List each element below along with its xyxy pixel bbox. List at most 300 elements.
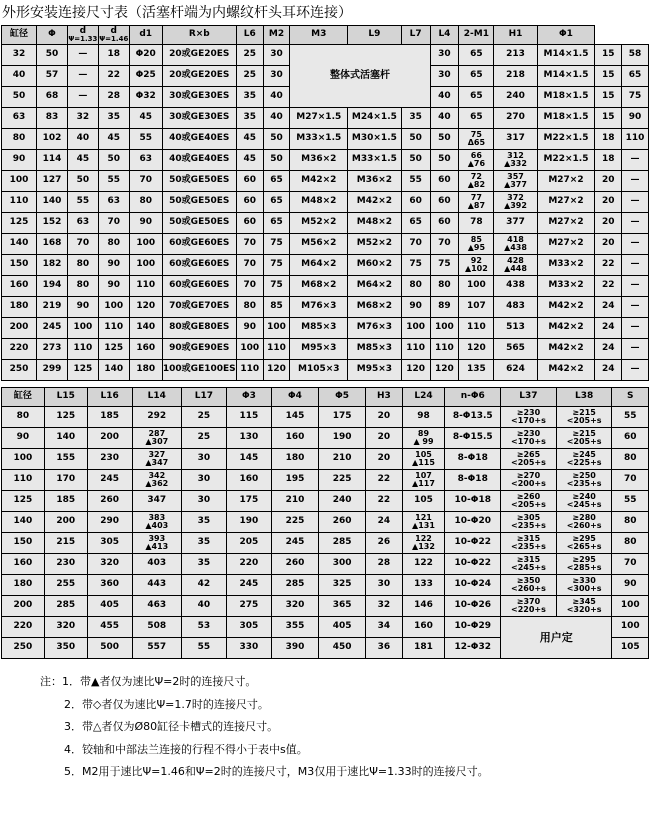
- table-cell: 20: [595, 171, 622, 192]
- table-cell: ≥370 <220+s: [501, 596, 557, 617]
- table-cell: ≥265 <205+s: [501, 449, 557, 470]
- table1-header-row: [2, 26, 649, 45]
- table-cell: M18×1.5: [537, 108, 595, 129]
- table-cell: 8-Φ18: [445, 449, 501, 470]
- table-cell: 25: [181, 428, 226, 449]
- table-cell: 70: [612, 470, 649, 491]
- table-cell: 10-Φ24: [445, 575, 501, 596]
- table-cell: 125: [2, 213, 37, 234]
- table-cell: 65: [401, 213, 430, 234]
- table-cell: 92 ▲102: [459, 255, 494, 276]
- table-cell: 55: [181, 638, 226, 659]
- table-cell: 60: [236, 192, 263, 213]
- table-cell: 225: [319, 470, 366, 491]
- table-cell: 102: [37, 129, 68, 150]
- table-cell: 200: [2, 596, 45, 617]
- table-cell: 140: [44, 428, 87, 449]
- table-cell: 225: [271, 512, 318, 533]
- table-cell: M42×2: [537, 297, 595, 318]
- table-cell: 10-Φ22: [445, 533, 501, 554]
- table-cell: M60×2: [348, 255, 402, 276]
- table-cell: 24: [595, 297, 622, 318]
- table-cell: —: [622, 339, 649, 360]
- table-cell: 90: [2, 150, 37, 171]
- table-cell: 90: [236, 318, 263, 339]
- table-cell: 372 ▲392: [494, 192, 537, 213]
- table-cell: ≥230 <170+s: [501, 428, 557, 449]
- table1-header-cell: M2: [263, 26, 290, 45]
- table-cell: 185: [87, 407, 132, 428]
- table-cell: 80: [129, 192, 162, 213]
- table-cell: 140: [129, 318, 162, 339]
- table-cell: ≥305 <235+s: [501, 512, 557, 533]
- table-cell: 55: [401, 171, 430, 192]
- table1-header-cell: d Ψ=1.33: [68, 25, 98, 44]
- table-cell: 77 ▲87: [459, 192, 494, 213]
- table-cell: 80: [98, 234, 129, 255]
- table-cell: 30: [430, 66, 459, 87]
- table-cell: 20: [595, 213, 622, 234]
- table-row: [2, 108, 649, 129]
- table-cell: 175: [319, 407, 366, 428]
- table-cell: 40: [430, 108, 459, 129]
- table-cell: 55: [612, 491, 649, 512]
- table-cell: 260: [319, 512, 366, 533]
- table-cell: 60: [430, 213, 459, 234]
- table-cell: 60: [430, 192, 459, 213]
- page-root: [0, 2, 650, 818]
- table-cell: 42: [181, 575, 226, 596]
- table-cell: 22: [366, 491, 402, 512]
- table-cell: 57: [37, 66, 68, 87]
- table-cell: 508: [132, 617, 181, 638]
- table1-header-cell: 缸径: [2, 26, 37, 45]
- table-cell: 70: [98, 213, 129, 234]
- table-cell: ≥315 <245+s: [501, 554, 557, 575]
- table-cell: 357 ▲377: [494, 171, 537, 192]
- table-cell: 305: [226, 617, 271, 638]
- table-cell: 83: [37, 108, 68, 129]
- table-cell: 260: [87, 491, 132, 512]
- table-cell: 405: [87, 596, 132, 617]
- table-row: [2, 318, 649, 339]
- table-cell: 30: [181, 449, 226, 470]
- table-cell: 45: [236, 129, 263, 150]
- table-cell: 53: [181, 617, 226, 638]
- table-cell: 105: [402, 491, 445, 512]
- table-cell: 403: [132, 554, 181, 575]
- table-cell: 35: [181, 533, 226, 554]
- table-cell: 114: [37, 150, 68, 171]
- table-row: [2, 234, 649, 255]
- dimension-table-2: [1, 387, 649, 659]
- table-cell: 72 ▲82: [459, 171, 494, 192]
- table2-header-cell: L24: [402, 388, 445, 407]
- table-cell: 32: [366, 596, 402, 617]
- table-cell: Φ32: [129, 87, 162, 108]
- table-cell: 80: [2, 407, 45, 428]
- table-cell: 12-Φ32: [445, 638, 501, 659]
- table-cell: 60或GE60ES: [162, 276, 236, 297]
- table-cell: 45: [98, 129, 129, 150]
- table-cell: 285: [44, 596, 87, 617]
- table-cell: 10-Φ22: [445, 554, 501, 575]
- table-cell: 80: [401, 276, 430, 297]
- table-cell: M56×2: [290, 234, 348, 255]
- table-cell: 63: [129, 150, 162, 171]
- table-cell: ≥345 <320+s: [556, 596, 612, 617]
- table-cell: 75: [430, 255, 459, 276]
- table-cell: 513: [494, 318, 537, 339]
- table-cell: 190: [319, 428, 366, 449]
- table-cell: 60: [236, 171, 263, 192]
- note-3: 3．带△者仅为Ø80缸径卡槽式的连接尺寸。: [64, 720, 279, 734]
- table-row: [2, 276, 649, 297]
- table-cell: 195: [271, 470, 318, 491]
- table-cell: M42×2: [537, 360, 595, 381]
- table-cell: 205: [226, 533, 271, 554]
- table-cell: 80: [612, 533, 649, 554]
- table-cell: M48×2: [290, 192, 348, 213]
- table-cell: ≥260 <205+s: [501, 491, 557, 512]
- table-cell: 90: [129, 213, 162, 234]
- table-cell: —: [622, 360, 649, 381]
- table-cell: 330: [226, 638, 271, 659]
- table-cell: 240: [494, 87, 537, 108]
- table-cell: 80: [67, 255, 98, 276]
- table-cell: 30: [430, 45, 459, 66]
- table-cell: 100: [263, 318, 290, 339]
- table2-header-cell: Φ3: [226, 388, 271, 407]
- table-cell: 220: [2, 617, 45, 638]
- table-cell: 120: [430, 360, 459, 381]
- table-cell: ≥250 <235+s: [556, 470, 612, 491]
- table-cell: 15: [595, 45, 622, 66]
- table-cell: 110: [459, 318, 494, 339]
- table-cell: 25: [236, 45, 263, 66]
- table-cell: 40或GE40ES: [162, 129, 236, 150]
- table-cell: 390: [271, 638, 318, 659]
- table-cell: 160: [226, 470, 271, 491]
- table-row: [2, 171, 649, 192]
- table-cell: 155: [44, 449, 87, 470]
- table-row: [2, 192, 649, 213]
- table2-header-cell: H3: [366, 388, 402, 407]
- table-cell: M85×3: [348, 339, 402, 360]
- table-cell: 20: [595, 234, 622, 255]
- table-cell: 25: [181, 407, 226, 428]
- table-cell: 180: [2, 297, 37, 318]
- table-cell: 120: [459, 339, 494, 360]
- table-cell: 100: [401, 318, 430, 339]
- table-cell: 624: [494, 360, 537, 381]
- table-cell: 70: [236, 234, 263, 255]
- table-cell: 50: [401, 129, 430, 150]
- table-cell: —: [622, 192, 649, 213]
- table-cell: 100: [129, 255, 162, 276]
- table-cell: M14×1.5: [537, 45, 595, 66]
- table-cell: 35: [181, 554, 226, 575]
- table-cell: 78: [459, 213, 494, 234]
- table-cell: 10-Φ20: [445, 512, 501, 533]
- table-cell: 127: [37, 171, 68, 192]
- table-row: [2, 533, 649, 554]
- table-cell: 140: [2, 512, 45, 533]
- table1-header-cell: L6: [236, 26, 263, 45]
- table-cell: M30×1.5: [348, 129, 402, 150]
- table-cell: 110: [67, 339, 98, 360]
- table-row: [2, 428, 649, 449]
- table-cell: M42×2: [537, 318, 595, 339]
- table-cell: 60: [401, 192, 430, 213]
- table-cell: 85: [263, 297, 290, 318]
- table-row: [2, 575, 649, 596]
- table-cell: 90: [401, 297, 430, 318]
- table-cell: M33×1.5: [348, 150, 402, 171]
- table-cell: 65: [622, 66, 649, 87]
- table1-header-cell: d1: [129, 26, 162, 45]
- table-cell: 565: [494, 339, 537, 360]
- table-cell: 350: [44, 638, 87, 659]
- table-cell: ≥215 <205+s: [556, 407, 612, 428]
- table-cell: 355: [271, 617, 318, 638]
- table2-header-cell: L15: [44, 388, 87, 407]
- table-cell: 115: [226, 407, 271, 428]
- table-cell: 22: [595, 276, 622, 297]
- table-cell: 360: [87, 575, 132, 596]
- table1-header-cell: Φ: [37, 26, 68, 45]
- table-cell: 305: [87, 533, 132, 554]
- table-cell: 70: [67, 234, 98, 255]
- table-cell: 260: [271, 554, 318, 575]
- table-cell: 50: [430, 150, 459, 171]
- table-cell: 50: [37, 45, 68, 66]
- table-cell: 35: [236, 108, 263, 129]
- table-cell: M85×3: [290, 318, 348, 339]
- table-cell: 107 ▲117: [402, 470, 445, 491]
- table-cell: 28: [98, 87, 129, 108]
- table-cell: 55: [129, 129, 162, 150]
- note-2: 2．带◇者仅为速比Ψ=1.7时的连接尺寸。: [64, 697, 269, 711]
- table-cell: 60: [612, 428, 649, 449]
- table-cell: ≥245 <225+s: [556, 449, 612, 470]
- table-cell: 20: [366, 449, 402, 470]
- table-cell: 40或GE40ES: [162, 150, 236, 171]
- table-cell: 20: [366, 428, 402, 449]
- table2-header-cell: L17: [181, 388, 226, 407]
- table-cell: —: [622, 150, 649, 171]
- table-cell: 32: [67, 108, 98, 129]
- table-cell: 65: [263, 192, 290, 213]
- table-cell: 383 ▲403: [132, 512, 181, 533]
- table-cell: 255: [44, 575, 87, 596]
- table-cell: 75: [263, 234, 290, 255]
- table-cell: ≥240 <245+s: [556, 491, 612, 512]
- table-cell: 150: [2, 255, 37, 276]
- table-cell: 483: [494, 297, 537, 318]
- table-row: [2, 297, 649, 318]
- table-cell: M27×1.5: [290, 108, 348, 129]
- table-row: [2, 360, 649, 381]
- table-cell: 66 ▲76: [459, 150, 494, 171]
- table-cell: 75 Δ65: [459, 129, 494, 150]
- table-cell: 8-Φ13.5: [445, 407, 501, 428]
- table-cell: —: [67, 66, 98, 87]
- table2-header-cell: L14: [132, 388, 181, 407]
- table-cell: M76×3: [290, 297, 348, 318]
- table-cell: 89 ▲ 99: [402, 428, 445, 449]
- table-row: [2, 339, 649, 360]
- table-cell: 180: [2, 575, 45, 596]
- table-cell: ≥295 <265+s: [556, 533, 612, 554]
- table-cell: 18: [595, 129, 622, 150]
- table-cell: 443: [132, 575, 181, 596]
- table-cell: —: [622, 297, 649, 318]
- table-cell: 160: [402, 617, 445, 638]
- table-cell: 90: [2, 428, 45, 449]
- table-cell: 145: [226, 449, 271, 470]
- table-cell: 463: [132, 596, 181, 617]
- table-cell: 175: [226, 491, 271, 512]
- table-cell: 300: [319, 554, 366, 575]
- table-cell: 80: [430, 276, 459, 297]
- table-cell: 168: [37, 234, 68, 255]
- table-cell: 65: [459, 87, 494, 108]
- table-row: [2, 129, 649, 150]
- table-cell: Φ25: [129, 66, 162, 87]
- table-cell: 15: [595, 87, 622, 108]
- table-cell: 32: [2, 45, 37, 66]
- table-cell: —: [67, 87, 98, 108]
- table-cell: 170: [44, 470, 87, 491]
- table-cell: M27×2: [537, 234, 595, 255]
- table-cell: 30: [366, 575, 402, 596]
- table-cell: M27×2: [537, 192, 595, 213]
- table-cell: 105: [612, 638, 649, 659]
- table-cell: 24: [595, 339, 622, 360]
- table-cell: 320: [271, 596, 318, 617]
- table-row: [2, 491, 649, 512]
- table-cell: 285: [271, 575, 318, 596]
- table-cell: 80: [67, 276, 98, 297]
- table-cell: 90: [98, 276, 129, 297]
- table-cell: 160: [271, 428, 318, 449]
- table-cell: 30: [263, 66, 290, 87]
- table-cell: 210: [271, 491, 318, 512]
- table-cell: M24×1.5: [348, 108, 402, 129]
- table-cell: 80: [612, 449, 649, 470]
- table-cell: —: [622, 213, 649, 234]
- table-cell: 24: [595, 318, 622, 339]
- table-cell: M48×2: [348, 213, 402, 234]
- table1-header-cell: 2-M1: [459, 26, 494, 45]
- table-row: [2, 45, 649, 66]
- table2-header-cell: 缸径: [2, 388, 45, 407]
- table-cell: 220: [226, 554, 271, 575]
- table-cell: 80或GE80ES: [162, 318, 236, 339]
- table-cell: M36×2: [348, 171, 402, 192]
- table-cell: 365: [319, 596, 366, 617]
- table-cell: 299: [37, 360, 68, 381]
- table-cell: 122: [402, 554, 445, 575]
- table-cell: 100: [430, 318, 459, 339]
- table-cell: 50: [98, 150, 129, 171]
- table-cell: M95×3: [348, 360, 402, 381]
- table-cell: 245: [226, 575, 271, 596]
- table-cell: M64×2: [348, 276, 402, 297]
- table-cell: 133: [402, 575, 445, 596]
- table-cell: M76×3: [348, 318, 402, 339]
- table-cell: 40: [2, 66, 37, 87]
- table-cell: M18×1.5: [537, 87, 595, 108]
- table2-header-cell: L37: [501, 388, 557, 407]
- table-cell: 190: [226, 512, 271, 533]
- table-cell: 50: [67, 171, 98, 192]
- table-cell: 110: [2, 470, 45, 491]
- table-cell: M27×2: [537, 213, 595, 234]
- table-cell: M64×2: [290, 255, 348, 276]
- table-cell: M33×1.5: [290, 129, 348, 150]
- table-cell: 40: [67, 129, 98, 150]
- table-cell: ≥230 <170+s: [501, 407, 557, 428]
- table-cell: M14×1.5: [537, 66, 595, 87]
- table-cell: ≥270 <200+s: [501, 470, 557, 491]
- table-cell: 213: [494, 45, 537, 66]
- table-cell: 75: [263, 276, 290, 297]
- table-cell: 135: [459, 360, 494, 381]
- table-cell: 90: [98, 255, 129, 276]
- table-cell: 24: [366, 512, 402, 533]
- table-cell: 65: [459, 45, 494, 66]
- table-cell: 150: [2, 533, 45, 554]
- table-cell: 30或GE30ES: [162, 108, 236, 129]
- table1-header-cell: R×b: [162, 26, 236, 45]
- table-cell: 100: [67, 318, 98, 339]
- table-cell: 50或GE50ES: [162, 213, 236, 234]
- table-cell: M52×2: [290, 213, 348, 234]
- table-cell: 240: [319, 491, 366, 512]
- table-cell: 18: [595, 150, 622, 171]
- table-cell: 85 ▲95: [459, 234, 494, 255]
- table-row: [2, 617, 649, 638]
- table-cell: 63: [2, 108, 37, 129]
- table-cell: 22: [595, 255, 622, 276]
- table-cell: 70或GE70ES: [162, 297, 236, 318]
- table-cell: 63: [98, 192, 129, 213]
- table-cell: 455: [87, 617, 132, 638]
- table-cell: 312 ▲332: [494, 150, 537, 171]
- table-cell: 185: [44, 491, 87, 512]
- table-cell: 110: [129, 276, 162, 297]
- table-cell: 28: [366, 554, 402, 575]
- table-cell: 100: [236, 339, 263, 360]
- table-cell: 20: [595, 192, 622, 213]
- table-cell: 287 ▲307: [132, 428, 181, 449]
- table-cell: 70: [430, 234, 459, 255]
- table-cell: ≥350 <260+s: [501, 575, 557, 596]
- table-cell: 35: [236, 87, 263, 108]
- table-cell: 60或GE60ES: [162, 255, 236, 276]
- table-cell: 160: [2, 276, 37, 297]
- table-cell: 285: [319, 533, 366, 554]
- table-cell: 110: [236, 360, 263, 381]
- table-cell: 90或GE90ES: [162, 339, 236, 360]
- table-cell: M42×2: [537, 339, 595, 360]
- table2-header-cell: L16: [87, 388, 132, 407]
- table-cell: 35: [401, 108, 430, 129]
- table-cell: 40: [263, 87, 290, 108]
- dimension-table-1: [1, 25, 649, 381]
